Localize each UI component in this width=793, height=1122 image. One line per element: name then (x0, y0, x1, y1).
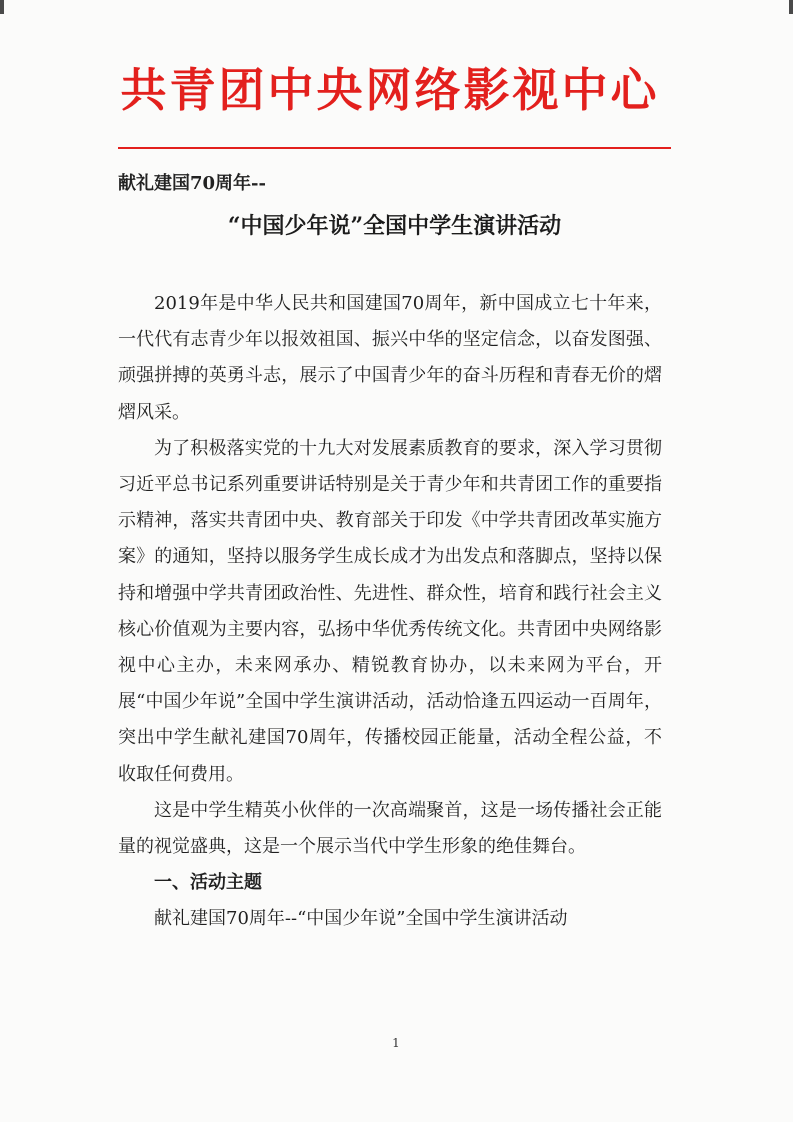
document-title: “中国少年说”全国中学生演讲活动 (227, 213, 562, 239)
letterhead-title: 共青团中央网络影视中心 (120, 63, 660, 117)
section-theme-text: 献礼建国70周年--“中国少年说”全国中学生演讲活动 (154, 908, 568, 930)
section-heading-theme: 一、活动主题 (154, 872, 262, 894)
paragraph-summary: 这是中学生精英小伙伴的一次高端聚首，这是一场传播社会正能量的视觉盛典，这是一个展示当代中学生形象的绝佳舞台。 (118, 799, 662, 858)
paragraph-background: 为了积极落实党的十九大对发展素质教育的要求，深入学习贯彻习近平总书记系列重要讲话特别是关于青少年和共青团工作的重要指示精神，落实共青团中央、教育部关于印发《中学共青团改革实施方案》的通知，坚持以服务学生成长成才为出发点和落脚点，坚持以保持和增强中学共青团政治性、先进性、群众性，培育和践行社会主义核心价值观为主要内容，弘扬中华优秀传统文化。共青团中央网络影视中心主办，未来网承办、精锐教育协办，以未来网为平台，开展“中国少年说”全国中学生演讲活动，活动恰逢五四运动一百周年，突出中学生献礼建国70周年，传播校园正能量，活动全程公益，不收取任何费用。 (118, 437, 662, 785)
scan-edge-mark-left (0, 0, 4, 14)
document-body (118, 286, 662, 938)
document-subtitle: 献礼建国70周年-- (118, 173, 266, 194)
page-number: 1 (392, 1036, 400, 1050)
scan-edge-mark-right (789, 0, 793, 14)
paragraph-intro: 2019年是中华人民共和国建国70周年，新中国成立七十年来，一代代有志青少年以报效祖国、振兴中华的坚定信念，以奋发图强、顽强拼搏的英勇斗志，展示了中国青少年的奋斗历程和青春无价的熠熠风采。 (118, 293, 662, 423)
letterhead-divider (118, 147, 671, 149)
